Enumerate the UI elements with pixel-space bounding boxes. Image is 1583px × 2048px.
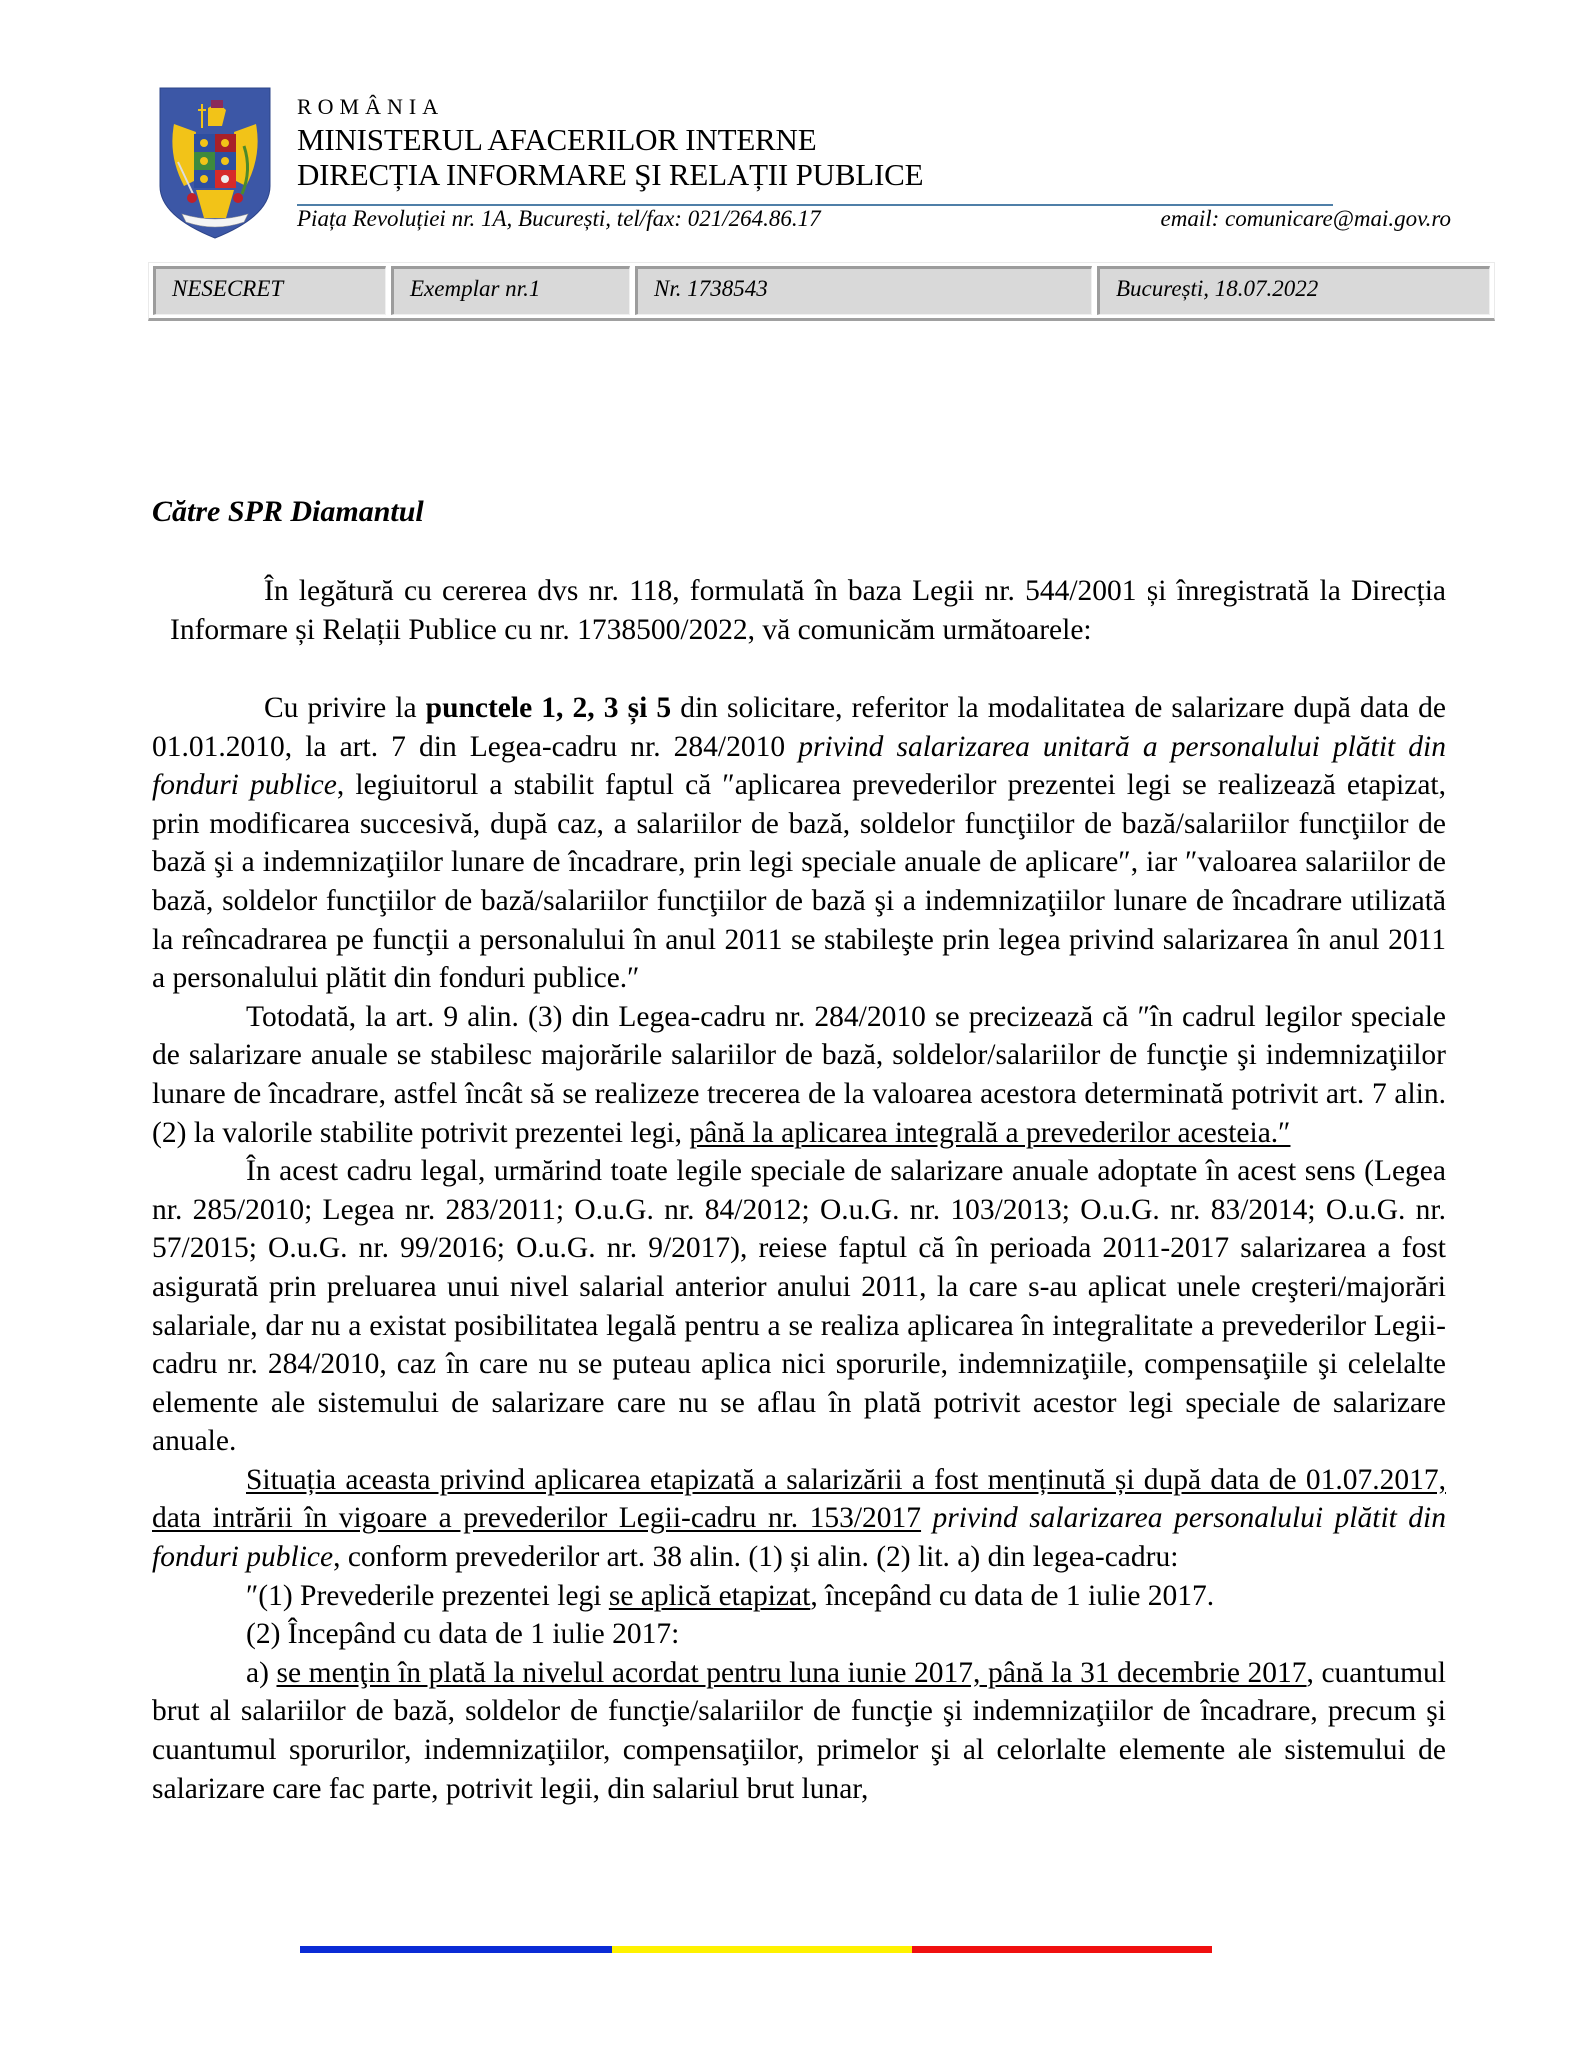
letterhead-ministry: MINISTERUL AFACERILOR INTERNE — [297, 122, 817, 157]
registration-number-cell: Nr. 1738543 — [635, 266, 1092, 315]
quote-line-3 — [152, 1654, 1446, 1808]
p1-text-b: din solicitare, referitor la modalitatea de salarizare după data de 01.01.2010, la art. 7 din Legea-cadru nr. 284/2010 — [152, 692, 1446, 763]
p2-text: Totodată, la art. 9 alin. (3) din Legea-cadru nr. 284/2010 se precizează că ″în cadrul legilor speciale de salarizare anuale se stabilesc majorările salariilor de bază, soldelor/salariilor de funcţie şi indemnizaţiilor lunare de încadrare, astfel încât să se realizeze trecerea de la valoarea acestora determinată potrivit art. 7 alin. (2) la valorile stabilite potrivit prezentei legi, — [152, 1000, 1446, 1149]
q3-underline: se menţin în plată la nivelul acordat pentru luna iunie 2017, până la 31 decembrie 2017 — [276, 1656, 1307, 1689]
letterhead-direction: DIRECȚIA INFORMARE ŞI RELAȚII PUBLICE — [297, 157, 924, 192]
paragraph-3: În acest cadru legal, urmărind toate legile speciale de salarizare anuale adoptate în acest sens (Legea nr. 285/2010; Legea nr. 283/2011; O.u.G. nr. 84/2012; O.u.G. nr. 103/2013; O.u.G. nr. 83/2014; O.u.G. nr. 57/2015; O.u.G. nr. 99/2016; O.u.G. nr. 9/2017), reiese faptul că în perioada 2011-2017 salarizarea a fost asigurată prin preluarea unui nivel salarial anterior anului 2011, la care s-au aplicat unele creşteri/majorări salariale, dar nu a existat posibilitatea legală pentru a se realiza aplicarea în integralitate a prevederilor Legii-cadru nr. 284/2010, caz în care nu se puteau aplica nici sporurile, indemnizaţiile, compensaţiile şi celelalte elemente ale sistemului de salarizare care nu se aflau în plată potrivit acestor legi speciale de salarizare anuale. — [152, 1155, 1446, 1458]
document-meta-table — [148, 262, 1495, 321]
letterhead-country: ROMÂNIA — [297, 94, 445, 119]
quote-line-1 — [152, 1577, 1446, 1616]
place-date-cell: București, 18.07.2022 — [1097, 266, 1490, 315]
letter-body — [152, 689, 1446, 1808]
p1-italic: privind salarizarea unitară a personalului plătit din fonduri publice — [152, 730, 1446, 802]
p1-text-a: Cu privire la — [264, 692, 426, 724]
letterhead-address: Piața Revoluției nr. 1A, București, tel/fax: 021/264.86.17 — [297, 206, 821, 231]
letterhead-email: email: comunicare@mai.gov.ro — [1160, 206, 1451, 231]
intro-paragraph — [170, 572, 1446, 649]
q3-text-b: , cuantumul brut al salariilor de bază, soldelor de funcţie/salariilor de funcţie şi indemnizaţiilor de încadrare, precum şi cuantumul sporurilor, indemnizaţiilor, compensaţiilor, primelor şi al celorlalte elemente ale sistemului de salarizare care fac parte, potrivit legii, din salariul brut lunar, — [152, 1656, 1446, 1805]
salutation: Către SPR Diamantul — [152, 495, 424, 528]
q1-underline: se aplică etapizat — [608, 1579, 811, 1612]
p4-underline: Situația aceasta privind aplicarea etapizată a salarizării a fost menținută și după data de 01.07.2017, data intrării în vigoare a prevederilor Legii-cadru nr. 153/2017 — [152, 1463, 1446, 1535]
tricolor-blue — [300, 1946, 612, 1953]
p1-text-c: , legiuitorul a stabilit faptul că ″aplicarea prevederilor prezentei legi se realizează etapizat, prin modificarea succesivă, după caz, a salariilor de bază, soldelor funcţiilor de bază/salariilor funcţiilor de bază şi a indemnizaţiilor lunare de încadrare, prin legi speciale anuale de aplicare″, iar ″valoarea salariilor de bază, soldelor funcţiilor de bază/salariilor funcţiilor de bază şi a indemnizaţiilor lunare de încadrare utilizată la reîncadrarea pe funcţii a personalului în anul 2011 se stabileşte prin legea privind salarizarea în anul 2011 a personalului plătit din fonduri publice.″ — [152, 769, 1447, 995]
p2-underline: până la aplicarea integrală a prevederilor acesteia.″ — [689, 1116, 1291, 1149]
tricolor-yellow — [612, 1946, 912, 1953]
paragraph-4 — [152, 1461, 1446, 1577]
paragraph-1 — [152, 689, 1446, 998]
copy-number-cell: Exemplar nr.1 — [391, 266, 630, 315]
p4-text: , conform prevederilor art. 38 alin. (1) și alin. (2) lit. a) din legea-cadru: — [333, 1541, 1179, 1574]
quote-line-2: (2) Începând cu data de 1 iulie 2017: — [246, 1618, 680, 1651]
q3-text-a: a) — [246, 1656, 277, 1689]
p1-bold: punctele 1, 2, 3 și 5 — [425, 692, 672, 724]
paragraph-2 — [152, 998, 1446, 1152]
footer-tricolor-bar — [300, 1946, 1212, 1953]
q1-text-b: , începând cu data de 1 iulie 2017. — [810, 1579, 1215, 1612]
classification-cell: NESECRET — [153, 266, 386, 315]
tricolor-red — [912, 1946, 1212, 1953]
intro-text: În legătură cu cererea dvs nr. 118, formulată în baza Legii nr. 544/2001 și înregistrată la Direcția Informare și Relații Publice cu nr. 1738500/2022, vă comunicăm următoarele: — [170, 575, 1446, 646]
q1-text-a: ″(1) Prevederile prezentei legi — [246, 1579, 609, 1612]
p4-italic: privind salarizarea personalului plătit din fonduri publice — [152, 1502, 1446, 1574]
coat-of-arms-icon — [156, 86, 274, 240]
